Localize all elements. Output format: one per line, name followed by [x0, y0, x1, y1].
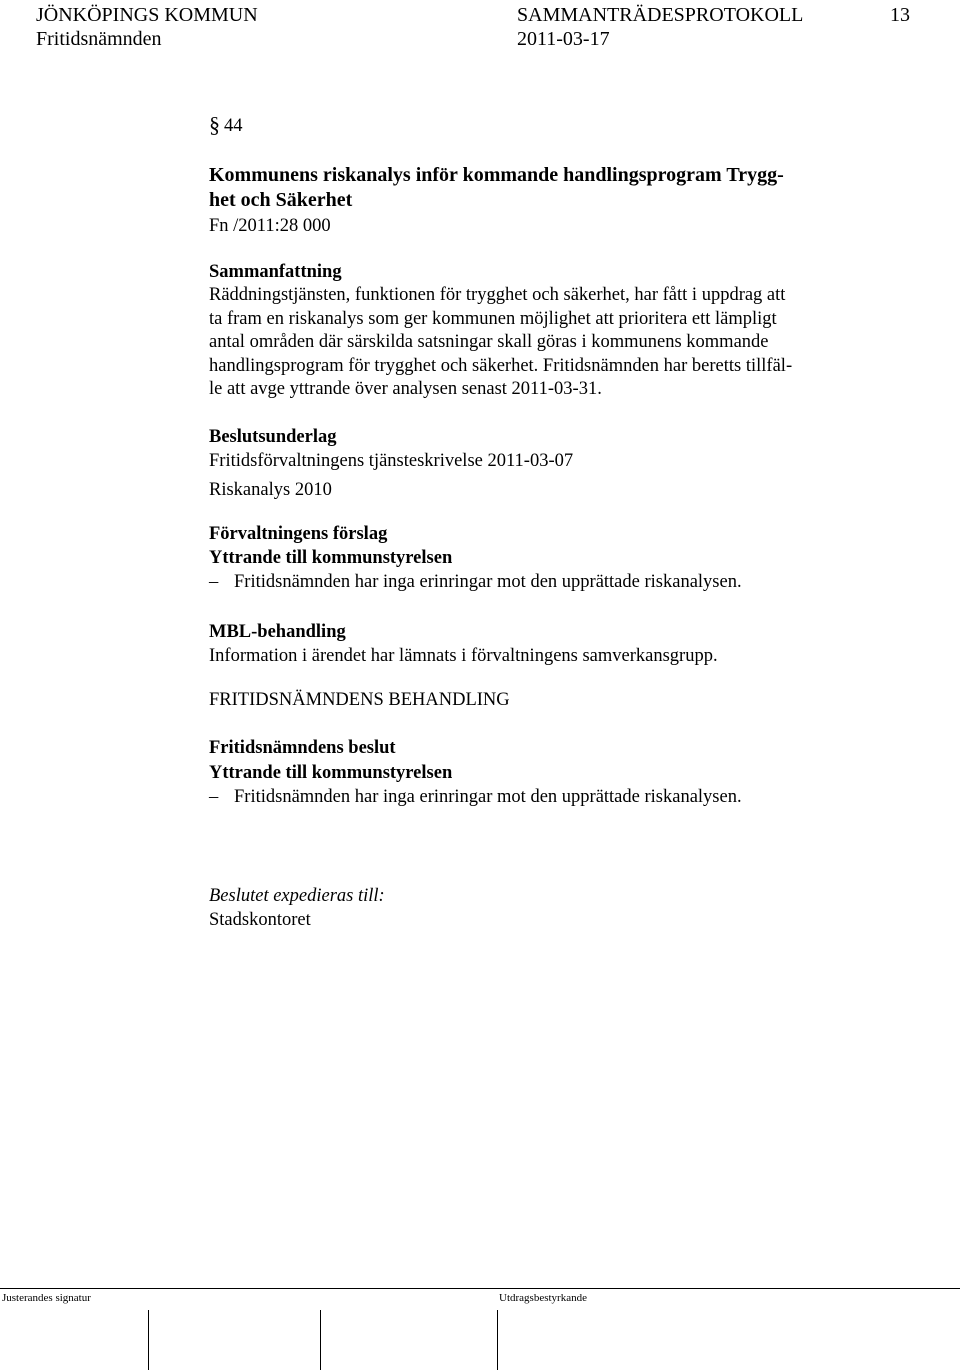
- mbl-text: Information i ärendet har lämnats i förvaltningens samverkansgrupp.: [209, 646, 718, 666]
- proposal-heading: Förvaltningens förslag: [209, 524, 388, 544]
- footer-extract-label: Utdragsbestyrkande: [499, 1292, 587, 1304]
- basis-item: Fritidsförvaltningens tjänsteskrivelse 2011-03-07: [209, 451, 574, 471]
- signature-box-divider: [320, 1310, 321, 1370]
- summary-line: le att avge yttrande över analysen senast 2011-03-31.: [209, 379, 602, 399]
- signature-box-divider: [497, 1310, 498, 1370]
- dash-bullet: –: [209, 572, 219, 592]
- summary-line: handlingsprogram för trygghet och säkerhet. Fritidsnämnden har beretts tillfäl-: [209, 356, 793, 376]
- header-committee: Fritidsnämnden: [36, 28, 162, 50]
- paragraph-number: 44: [224, 116, 243, 136]
- dispatch-recipient: Stadskontoret: [209, 910, 311, 930]
- proposal-text: Fritidsnämnden har inga erinringar mot den upprättade riskanalysen.: [234, 572, 742, 592]
- footer-divider: [0, 1288, 960, 1289]
- page-title: Kommunens riskanalys inför kommande handlingsprogram Trygg-: [209, 164, 784, 186]
- footer-signature-label: Justerandes signatur: [2, 1292, 91, 1304]
- decision-statement: [209, 785, 742, 809]
- summary-line: antal områden där särskilda satsningar skall göras i kommunens kommande: [209, 332, 769, 352]
- summary-line: ta fram en riskanalys som ger kommunen möjlighet att prioritera ett lämpligt: [209, 309, 777, 329]
- treatment-heading: FRITIDSNÄMNDENS BEHANDLING: [209, 690, 510, 710]
- decision-text: Fritidsnämnden har inga erinringar mot den upprättade riskanalysen.: [234, 787, 742, 807]
- proposal-subheading: Yttrande till kommunstyrelsen: [209, 548, 453, 568]
- dash-bullet: –: [209, 787, 219, 807]
- decision-heading: Fritidsnämndens beslut: [209, 738, 396, 758]
- header-municipality: JÖNKÖPINGS KOMMUN: [36, 4, 258, 26]
- page-title-continued: het och Säkerhet: [209, 189, 353, 211]
- summary-heading: Sammanfattning: [209, 262, 342, 282]
- basis-item: Riskanalys 2010: [209, 480, 332, 500]
- basis-heading: Beslutsunderlag: [209, 427, 337, 447]
- header-doc-type: SAMMANTRÄDESPROTOKOLL: [517, 4, 804, 26]
- dispatch-label: Beslutet expedieras till:: [209, 886, 385, 906]
- proposal-statement: [209, 570, 742, 594]
- case-number: Fn /2011:28 000: [209, 216, 331, 236]
- signature-box-divider: [148, 1310, 149, 1370]
- summary-line: Räddningstjänsten, funktionen för trygghet och säkerhet, har fått i uppdrag att: [209, 285, 786, 305]
- header-date: 2011-03-17: [517, 28, 610, 50]
- mbl-heading: MBL-behandling: [209, 622, 346, 642]
- section-symbol: §: [209, 112, 220, 137]
- header-page-number: 13: [890, 4, 910, 26]
- decision-subheading: Yttrande till kommunstyrelsen: [209, 763, 453, 783]
